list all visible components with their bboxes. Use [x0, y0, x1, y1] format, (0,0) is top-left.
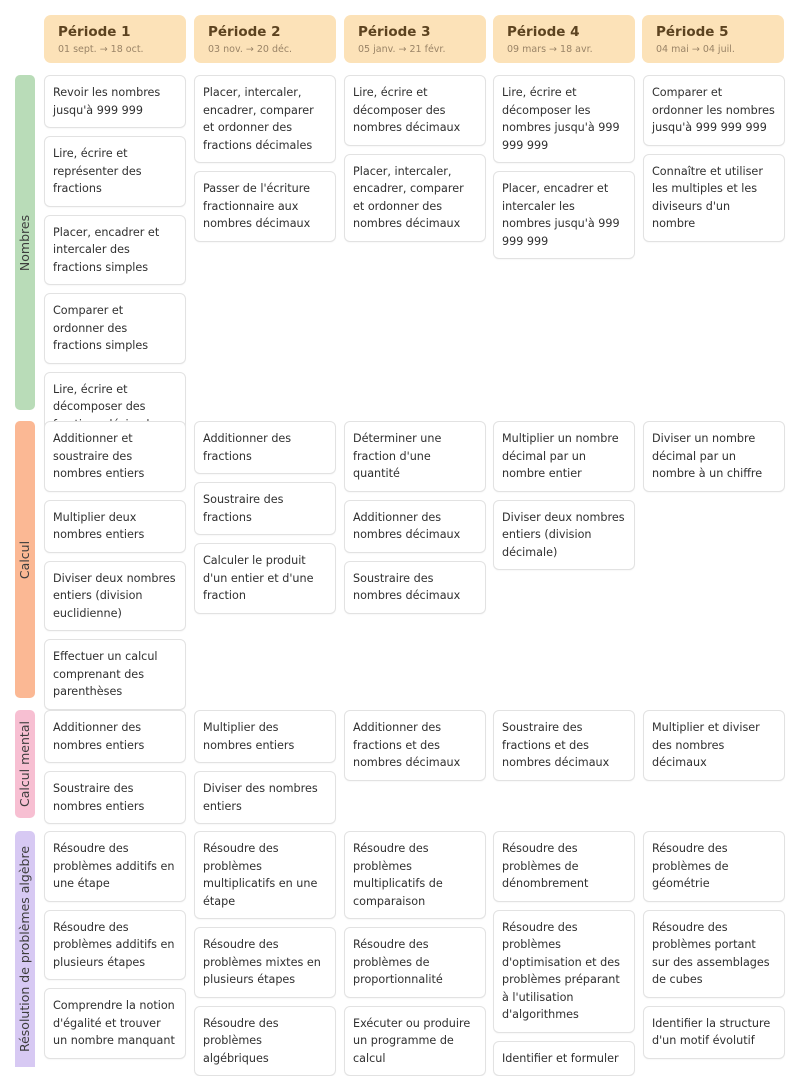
column-period-2	[194, 75, 336, 242]
skill-card[interactable]: Comparer et ordonner des fractions simples	[44, 293, 186, 364]
column-period-2	[194, 710, 336, 824]
skill-card[interactable]: Diviser deux nombres entiers (division décimale)	[493, 500, 635, 571]
period-header-1	[44, 15, 186, 63]
skill-card[interactable]: Multiplier deux nombres entiers	[44, 500, 186, 553]
column-period-1	[44, 831, 186, 1059]
column-period-3	[344, 710, 486, 781]
skill-card[interactable]: Multiplier un nombre décimal par un nombre entier	[493, 421, 635, 492]
column-period-5	[643, 710, 785, 781]
skill-card[interactable]: Placer, intercaler, encadrer, comparer et ordonner des nombres décimaux	[344, 154, 486, 242]
skill-card[interactable]: Identifier et formuler	[493, 1041, 635, 1076]
skill-card[interactable]: Placer, encadrer et intercaler des fractions simples	[44, 215, 186, 286]
skill-card[interactable]: Calculer le produit d'un entier et d'une fraction	[194, 543, 336, 614]
period-name: Période 3	[358, 24, 472, 41]
period-dates: 09 mars → 18 avr.	[507, 43, 621, 57]
skill-card[interactable]: Résoudre des problèmes portant sur des assemblages de cubes	[643, 910, 785, 998]
skill-card[interactable]: Additionner et soustraire des nombres entiers	[44, 421, 186, 492]
period-name: Période 2	[208, 24, 322, 41]
section-label: Calcul	[18, 540, 32, 578]
skill-card[interactable]: Diviser deux nombres entiers (division euclidienne)	[44, 561, 186, 632]
column-period-2	[194, 831, 336, 1076]
column-period-4	[493, 75, 635, 259]
column-period-1	[44, 75, 186, 442]
column-period-4	[493, 710, 635, 781]
column-period-5	[643, 421, 785, 492]
skill-card[interactable]: Résoudre des problèmes multiplicatifs en une étape	[194, 831, 336, 919]
skill-card[interactable]: Placer, intercaler, encadrer, comparer et ordonner des fractions décimales	[194, 75, 336, 163]
section-resolution-problemes	[0, 831, 800, 1067]
skill-card[interactable]: Résoudre des problèmes additifs en une étape	[44, 831, 186, 902]
period-dates: 04 mai → 04 juil.	[656, 43, 770, 57]
skill-card[interactable]: Diviser des nombres entiers	[194, 771, 336, 824]
period-dates: 05 janv. → 21 févr.	[358, 43, 472, 57]
skill-card[interactable]: Additionner des nombres entiers	[44, 710, 186, 763]
column-period-3	[344, 831, 486, 1076]
skill-card[interactable]: Additionner des fractions	[194, 421, 336, 474]
skill-card[interactable]: Identifier la structure d'un motif évolutif	[643, 1006, 785, 1059]
period-header-3	[344, 15, 486, 63]
period-name: Période 4	[507, 24, 621, 41]
skill-card[interactable]: Soustraire des fractions	[194, 482, 336, 535]
skill-card[interactable]: Résoudre des problèmes algébriques	[194, 1006, 336, 1076]
column-period-5	[643, 831, 785, 1059]
skill-card[interactable]: Soustraire des fractions et des nombres décimaux	[493, 710, 635, 781]
section-label-bar	[15, 421, 35, 698]
column-period-1	[44, 421, 186, 710]
skill-card[interactable]: Comprendre la notion d'égalité et trouver un nombre manquant	[44, 988, 186, 1059]
column-period-4	[493, 831, 635, 1076]
skill-card[interactable]: Comparer et ordonner les nombres jusqu'à 999 999 999	[643, 75, 785, 146]
column-period-1	[44, 710, 186, 824]
skill-card[interactable]: Lire, écrire et représenter des fractions	[44, 136, 186, 207]
period-header-2	[194, 15, 336, 63]
column-period-2	[194, 421, 336, 614]
period-name: Période 1	[58, 24, 172, 41]
skill-card[interactable]: Diviser un nombre décimal par un nombre à un chiffre	[643, 421, 785, 492]
skill-card[interactable]: Déterminer une fraction d'une quantité	[344, 421, 486, 492]
skill-card[interactable]: Résoudre des problèmes de géométrie	[643, 831, 785, 902]
section-label-bar	[15, 710, 35, 818]
period-dates: 03 nov. → 20 déc.	[208, 43, 322, 57]
period-header-4	[493, 15, 635, 63]
section-nombres	[0, 75, 800, 410]
skill-card[interactable]: Connaître et utiliser les multiples et les diviseurs d'un nombre	[643, 154, 785, 242]
section-calcul	[0, 421, 800, 698]
skill-card[interactable]: Additionner des nombres décimaux	[344, 500, 486, 553]
skill-card[interactable]: Multiplier des nombres entiers	[194, 710, 336, 763]
skill-card[interactable]: Multiplier et diviser des nombres décimaux	[643, 710, 785, 781]
skill-card[interactable]: Résoudre des problèmes de proportionnalité	[344, 927, 486, 998]
skill-card[interactable]: Passer de l'écriture fractionnaire aux nombres décimaux	[194, 171, 336, 242]
section-label: Résolution de problèmes algèbre	[18, 846, 32, 1052]
section-label-bar	[15, 831, 35, 1067]
column-period-3	[344, 75, 486, 242]
column-period-4	[493, 421, 635, 570]
section-label: Calcul mental	[18, 721, 32, 807]
skill-card[interactable]: Placer, encadrer et intercaler les nombres jusqu'à 999 999 999	[493, 171, 635, 259]
column-period-3	[344, 421, 486, 614]
section-label-bar	[15, 75, 35, 410]
skill-card[interactable]: Lire, écrire et décomposer des nombres décimaux	[344, 75, 486, 146]
section-label: Nombres	[18, 214, 32, 270]
skill-card[interactable]: Effectuer un calcul comprenant des parenthèses	[44, 639, 186, 710]
skill-card[interactable]: Soustraire des nombres décimaux	[344, 561, 486, 614]
period-header-row	[44, 15, 786, 63]
skill-card[interactable]: Additionner des fractions et des nombres décimaux	[344, 710, 486, 781]
skill-card[interactable]: Résoudre des problèmes mixtes en plusieurs étapes	[194, 927, 336, 998]
skill-card[interactable]: Résoudre des problèmes d'optimisation et des problèmes préparant à l'utilisation d'algorithmes	[493, 910, 635, 1033]
period-name: Période 5	[656, 24, 770, 41]
skill-card[interactable]: Lire, écrire et décomposer les nombres jusqu'à 999 999 999	[493, 75, 635, 163]
period-dates: 01 sept. → 18 oct.	[58, 43, 172, 57]
period-header-5	[642, 15, 784, 63]
skill-card[interactable]: Résoudre des problèmes de dénombrement	[493, 831, 635, 902]
skill-card[interactable]: Résoudre des problèmes multiplicatifs de comparaison	[344, 831, 486, 919]
skill-card[interactable]: Soustraire des nombres entiers	[44, 771, 186, 824]
skill-card[interactable]: Exécuter ou produire un programme de calcul	[344, 1006, 486, 1076]
skill-card[interactable]: Résoudre des problèmes additifs en plusieurs étapes	[44, 910, 186, 981]
column-period-5	[643, 75, 785, 242]
section-calcul-mental	[0, 710, 800, 818]
skill-card[interactable]: Lire, écrire et décomposer des	[44, 372, 186, 443]
skill-card[interactable]: Revoir les nombres jusqu'à 999 999	[44, 75, 186, 128]
